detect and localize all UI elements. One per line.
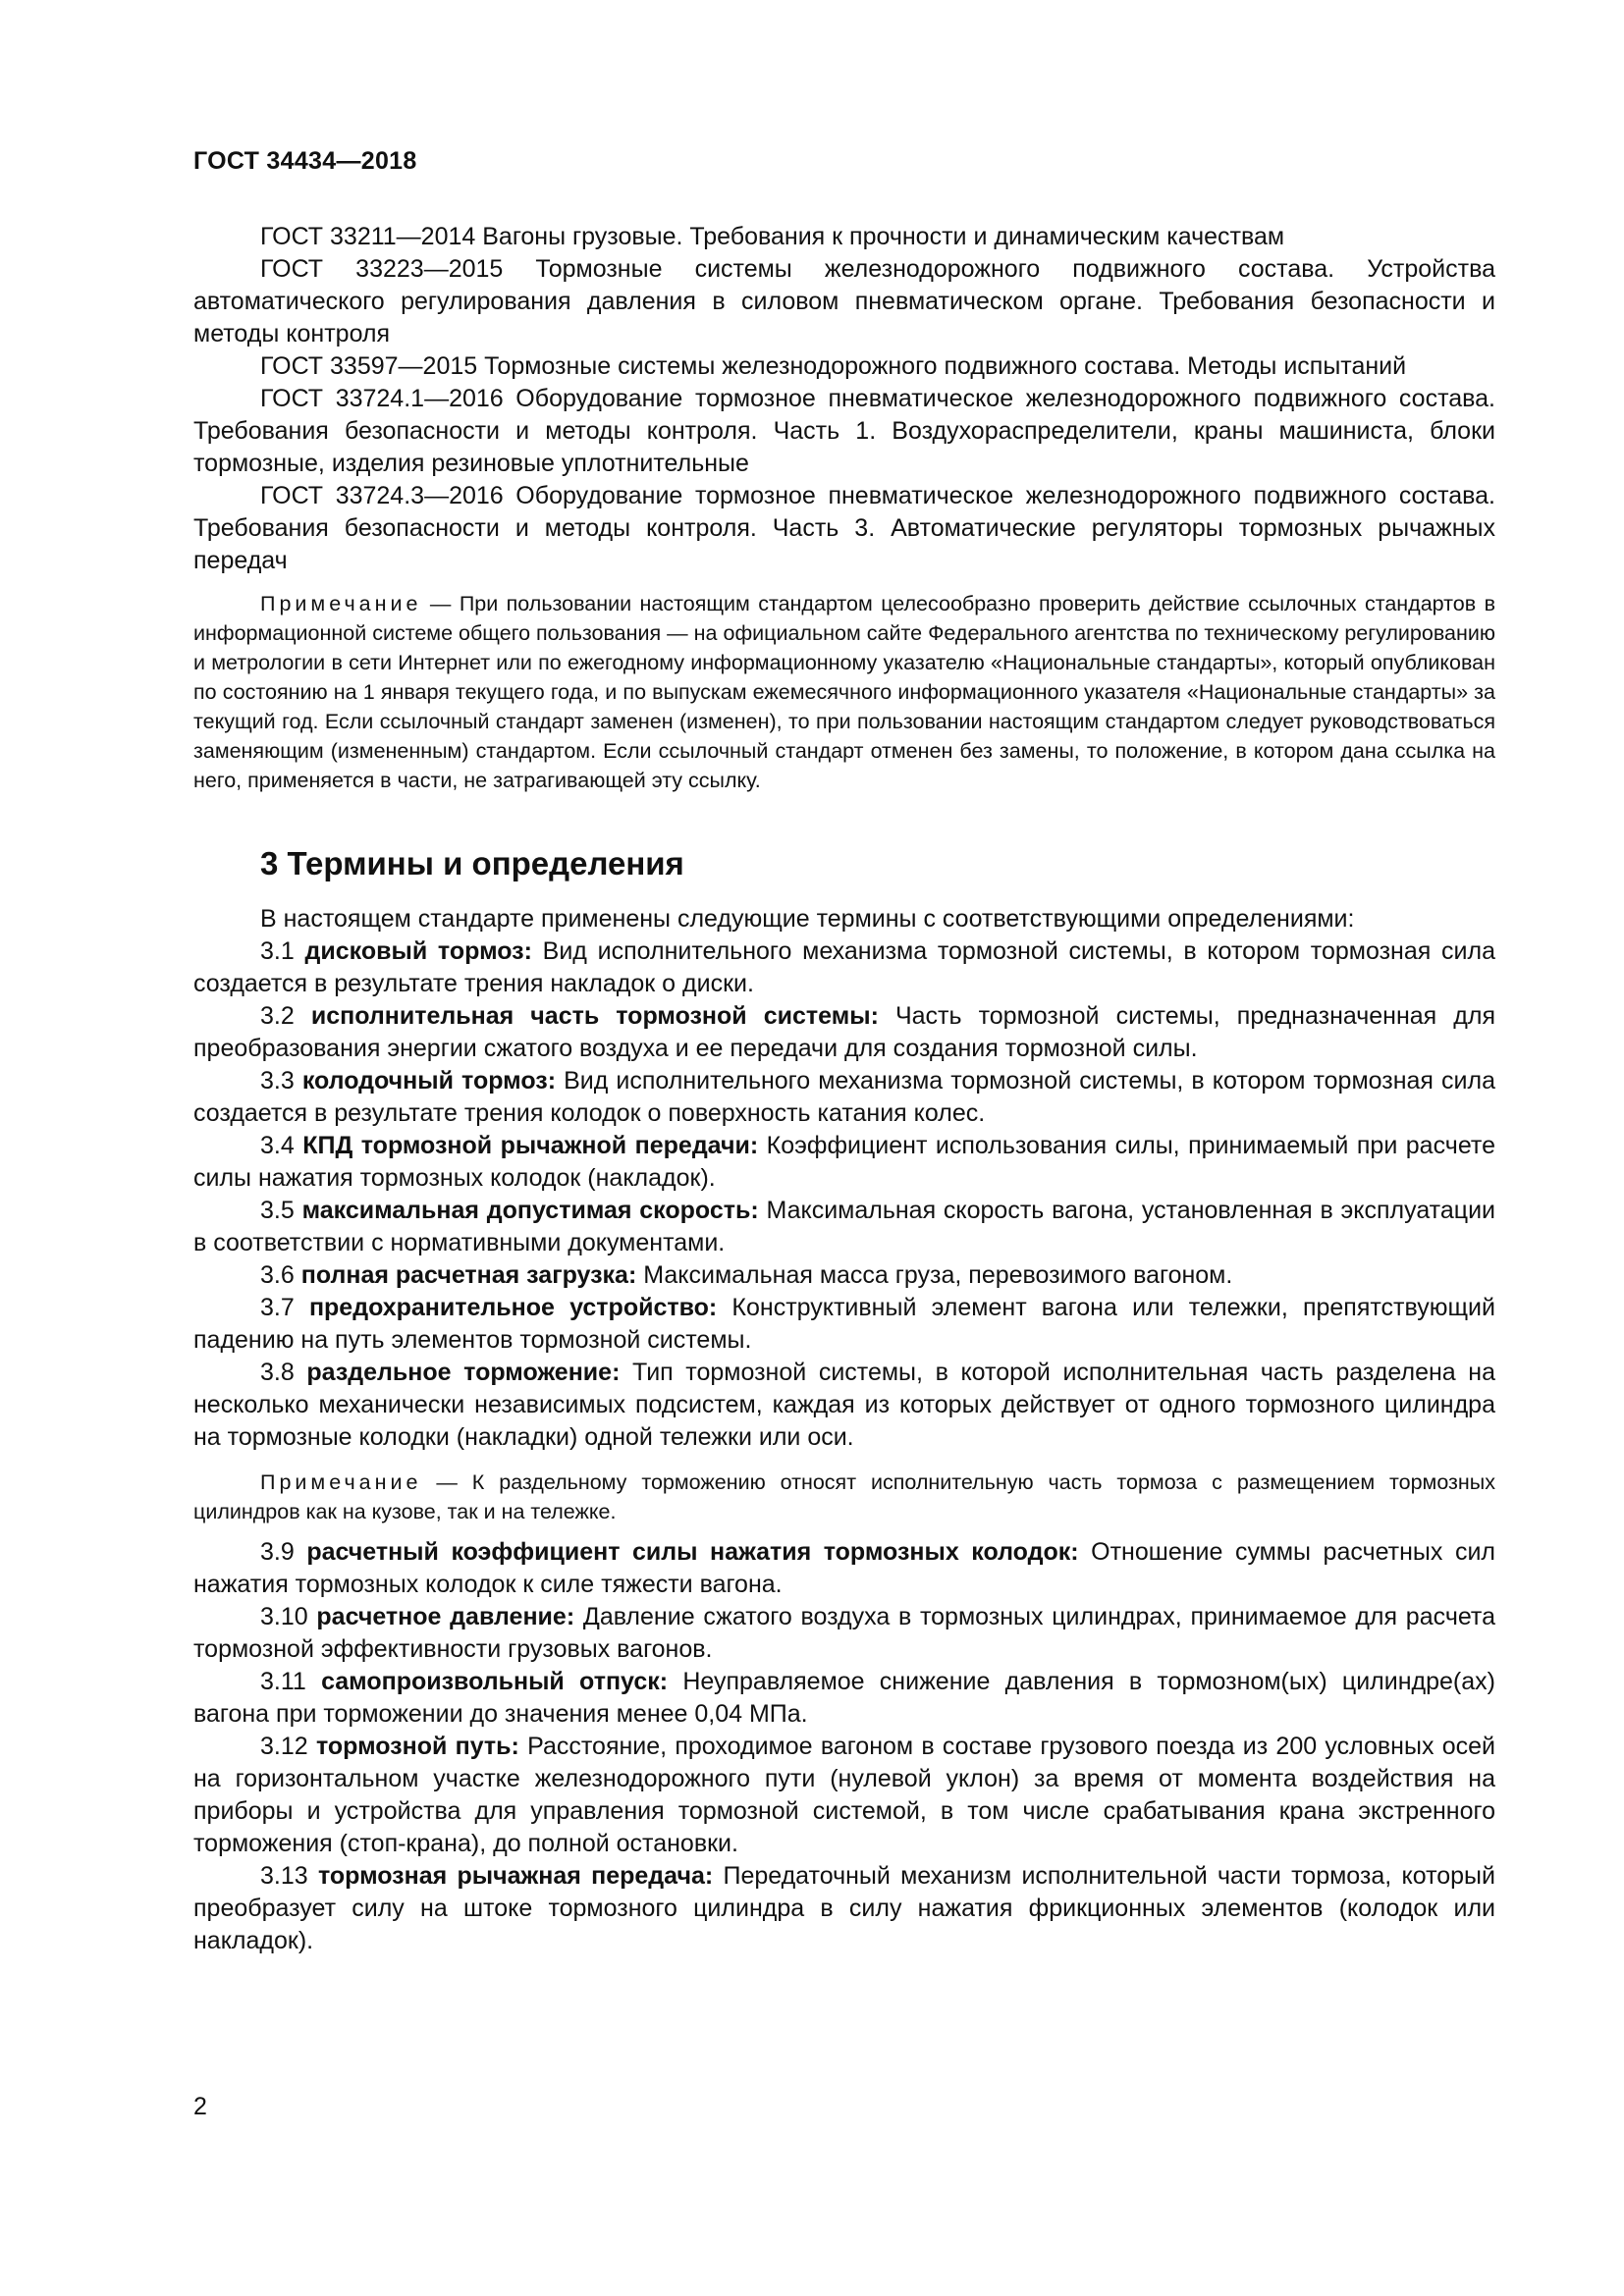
reference-item: ГОСТ 33597—2015 Тормозные системы железнодорожного подвижного состава. Методы испытаний (260, 352, 1407, 380)
note-label: Примечание (260, 1470, 422, 1494)
term-definition: 3.4 КПД тормозной рычажной передачи: Коэффициент использования силы, принимаемый при расчете силы нажатия тормозных колодок (накладок). (193, 1132, 1495, 1192)
section-title: 3 Термины и определения (260, 845, 684, 881)
term-definition: 3.9 расчетный коэффициент силы нажатия тормозных колодок: Отношение суммы расчетных сил нажатия тормозных колодок к силе тяжести вагона. (193, 1538, 1495, 1598)
note-text: — К раздельному торможению относят исполнительную часть тормоза с размещением тормозных цилиндров как на кузове, так и на тележке. (193, 1470, 1495, 1523)
section-intro: В настоящем стандарте применены следующие термины с соответствующими определениями: (260, 905, 1355, 933)
term-definition: 3.13 тормозная рычажная передача: Передаточный механизм исполнительной части тормоза, который преобразует силу на штоке тормозного цилиндра в силу нажатия фрикционных элементов (колодок или накладок). (193, 1862, 1495, 1954)
document-code-header: ГОСТ 34434—2018 (193, 147, 417, 175)
term-definition: 3.2 исполнительная часть тормозной системы: Часть тормозной системы, предназначенная для преобразования энергии сжатого воздуха и ее передачи для создания тормозной силы. (193, 1002, 1495, 1062)
note-references (193, 589, 1495, 795)
term-definition: 3.1 дисковый тормоз: Вид исполнительного механизма тормозной системы, в котором тормозная сила создается в результате трения накладок о диски. (193, 937, 1495, 997)
reference-item: ГОСТ 33211—2014 Вагоны грузовые. Требования к прочности и динамическим качествам (260, 223, 1285, 250)
term-definition: 3.6 полная расчетная загрузка: Максимальная масса груза, перевозимого вагоном. (260, 1261, 1233, 1289)
term-definition: 3.8 раздельное торможение: Тип тормозной системы, в которой исполнительная часть разделена на несколько механически независимых подсистем, каждая из которых действует от одного тормозного цилиндра на тормозные колодки (накладки) одной тележки или оси. (193, 1359, 1495, 1451)
document-body (193, 221, 1495, 1957)
note-separate-braking (193, 1468, 1495, 1526)
term-definition: 3.11 самопроизвольный отпуск: Неуправляемое снижение давления в тормозном(ых) цилиндре(ах) вагона при торможении до значения менее 0,04 МПа. (193, 1668, 1495, 1728)
note-label: Примечание (260, 592, 422, 615)
term-definition: 3.3 колодочный тормоз: Вид исполнительного механизма тормозной системы, в котором тормозная сила создается в результате трения колодок о поверхность катания колес. (193, 1067, 1495, 1127)
page-number: 2 (193, 2093, 207, 2120)
term-definition: 3.12 тормозной путь: Расстояние, проходимое вагоном в составе грузового поезда из 200 условных осей на горизонтальном участке железнодорожного пути (нулевой уклон) за время от момента воздействия на приборы и устройства для управления тормозной системой, в том числе срабатывания крана экстренного торможения (стоп-крана), до полной остановки. (193, 1733, 1495, 1857)
reference-item: ГОСТ 33223—2015 Тормозные системы железнодорожного подвижного состава. Устройства автоматического регулирования давления в силовом пневматическом органе. Требования безопасности и методы контроля (193, 255, 1495, 347)
term-definition: 3.5 максимальная допустимая скорость: Максимальная скорость вагона, установленная в эксплуатации в соответствии с нормативными документами. (193, 1197, 1496, 1256)
note-text: — При пользовании настоящим стандартом целесообразно проверить действие ссылочных стандартов в информационной системе общего пользования — на официальном сайте Федерального агентства по техническому регулированию и метрологии в сети Интернет или по ежегодному информационному указателю «Национальные стандарты», который опубликован по состоянию на 1 января текущего года, и по выпускам ежемесячного информационного указателя «Национальные стандарты» за текущий год. Если ссылочный стандарт заменен (изменен), то при пользовании настоящим стандартом следует руководствоваться заменяющим (измененным) стандартом. Если ссылочный стандарт отменен без замены, то положение, в котором дана ссылка на него, применяется в части, не затрагивающей эту ссылку. (193, 592, 1496, 792)
term-definition: 3.7 предохранительное устройство: Конструктивный элемент вагона или тележки, препятствующий падению на путь элементов тормозной системы. (193, 1294, 1495, 1354)
reference-item: ГОСТ 33724.1—2016 Оборудование тормозное пневматическое железнодорожного подвижного состава. Требования безопасности и методы контроля. Часть 1. Воздухораспределители, краны машиниста, блоки тормозные, изделия резиновые уплотнительные (193, 385, 1495, 477)
reference-item: ГОСТ 33724.3—2016 Оборудование тормозное пневматическое железнодорожного подвижного состава. Требования безопасности и методы контроля. Часть 3. Автоматические регуляторы тормозных рычажных передач (193, 482, 1495, 574)
term-definition: 3.10 расчетное давление: Давление сжатого воздуха в тормозных цилиндрах, принимаемое для расчета тормозной эффективности грузовых вагонов. (193, 1603, 1495, 1663)
